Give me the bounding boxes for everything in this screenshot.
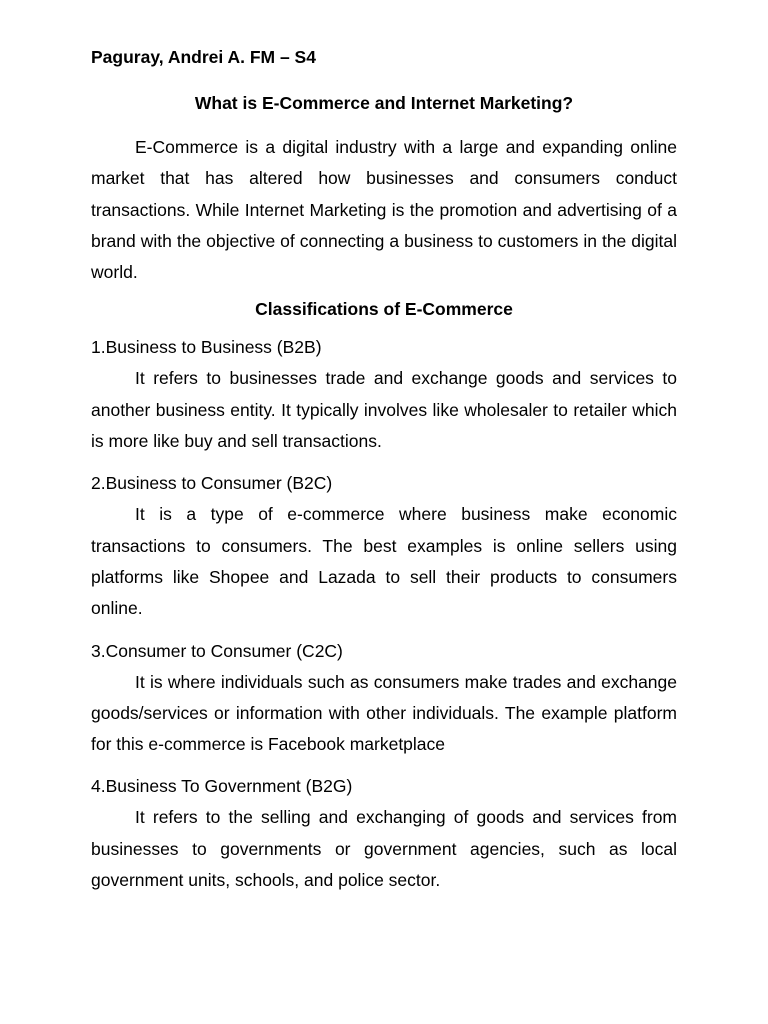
document-title: What is E-Commerce and Internet Marketing? bbox=[194, 93, 574, 113]
section-b2b bbox=[91, 332, 677, 457]
section-b2g bbox=[91, 771, 677, 896]
section-body: It refers to the selling and exchanging of goods and services from businesses to governments or government agencies, such as local government units, schools, and police sector. bbox=[91, 807, 677, 891]
classifications-heading: Classifications of E-Commerce bbox=[255, 299, 513, 320]
section-b2c bbox=[91, 468, 677, 624]
section-title: 3.Consumer to Consumer (C2C) bbox=[91, 640, 343, 661]
section-body: It is where individuals such as consumers make trades and exchange goods/services or information with other individuals. The example platform for this e-commerce is Facebook marketplace bbox=[91, 671, 677, 755]
section-body: It is a type of e-commerce where business make economic transactions to consumers. The best examples is online sellers using platforms like Shopee and Lazada to sell their products to consumers online. bbox=[91, 504, 677, 619]
intro-paragraph: E-Commerce is a digital industry with a large and expanding online market that has altered how businesses and consumers conduct transactions. While Internet Marketing is the promotion and advertising of a brand with the objective of connecting a business to customers in the digital world. bbox=[91, 137, 677, 283]
document-content bbox=[91, 45, 677, 907]
section-title: 2.Business to Consumer (B2C) bbox=[91, 473, 333, 494]
section-c2c bbox=[91, 636, 677, 761]
section-body: It refers to businesses trade and exchange goods and services to another business entity. It typically involves like wholesaler to retailer which is more like buy and sell transactions. bbox=[91, 368, 677, 452]
author-line: Paguray, Andrei A. FM – S4 bbox=[91, 47, 316, 67]
section-title: 4.Business To Government (B2G) bbox=[91, 776, 353, 797]
section-title: 1.Business to Business (B2B) bbox=[91, 337, 322, 358]
